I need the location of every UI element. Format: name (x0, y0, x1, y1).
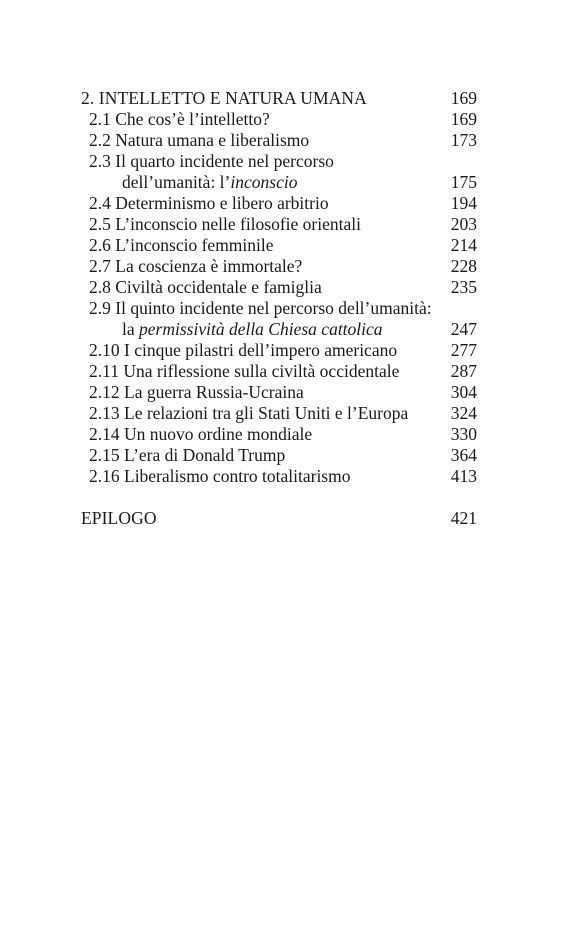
toc-entry-page: 324 (450, 403, 477, 423)
toc-entry-continuation[interactable] (81, 172, 477, 193)
toc-entry-page: 287 (450, 361, 477, 381)
toc-entry-title: 2.5 L’inconscio nelle filosofie orientali (89, 214, 361, 234)
toc-entry[interactable] (81, 466, 477, 487)
toc-entry[interactable] (81, 235, 477, 256)
toc-entry-page: 413 (450, 466, 477, 486)
toc-entry-title: 2.11 Una riflessione sulla civiltà occidentale (89, 361, 400, 381)
toc-entry-page: 175 (450, 172, 477, 192)
toc-entry-title: 2.4 Determinismo e libero arbitrio (89, 193, 329, 213)
toc-entry-title: 2.9 Il quinto incidente nel percorso dell’umanità: (89, 298, 432, 318)
toc-entry[interactable] (81, 340, 477, 361)
toc-entry-cont-italic: inconscio (230, 172, 298, 192)
toc-entry-page: 304 (450, 382, 477, 402)
toc-entry-page: 173 (450, 130, 477, 150)
toc-entry-title-continued (122, 319, 383, 340)
toc-entry[interactable] (81, 403, 477, 424)
toc-entry[interactable] (81, 214, 477, 235)
toc-entry[interactable] (81, 298, 477, 319)
toc-entry-title: 2.15 L’era di Donald Trump (89, 445, 286, 465)
toc-entry[interactable] (81, 361, 477, 382)
toc-entry-cont-prefix: dell’umanità: l’ (122, 172, 231, 192)
toc-entry-page: 169 (450, 109, 477, 129)
toc-chapter-row[interactable] (81, 88, 477, 109)
toc-entry-cont-italic: permissività della Chiesa cattolica (139, 319, 383, 339)
section-spacer (81, 487, 477, 508)
toc-entry-title-continued (122, 172, 297, 193)
toc-entry-title: 2.2 Natura umana e liberalismo (89, 130, 310, 150)
toc-entry-page: 235 (450, 277, 477, 297)
toc-entry-cont-prefix: la (122, 319, 140, 339)
toc-entry-title: 2.12 La guerra Russia-Ucraina (89, 382, 304, 402)
toc-epilogue-title: EPILOGO (81, 508, 157, 528)
table-of-contents (81, 88, 477, 529)
toc-entry[interactable] (81, 130, 477, 151)
toc-entry-title: 2.10 I cinque pilastri dell’impero americano (89, 340, 398, 360)
toc-entry-title: 2.8 Civiltà occidentale e famiglia (89, 277, 322, 297)
toc-entry-page: 228 (450, 256, 477, 276)
toc-entry[interactable] (81, 382, 477, 403)
toc-entry-page: 364 (450, 445, 477, 465)
toc-entry-title: 2.3 Il quarto incidente nel percorso (89, 151, 334, 171)
toc-entry-title: 2.1 Che cos’è l’intelletto? (89, 109, 270, 129)
toc-entry-title: 2.7 La coscienza è immortale? (89, 256, 303, 276)
toc-entry-page: 194 (450, 193, 477, 213)
toc-entry[interactable] (81, 424, 477, 445)
toc-entry[interactable] (81, 277, 477, 298)
toc-entry-page: 247 (450, 319, 477, 339)
toc-entry[interactable] (81, 151, 477, 172)
toc-entry-title: 2.16 Liberalismo contro totalitarismo (89, 466, 351, 486)
toc-entry[interactable] (81, 256, 477, 277)
toc-entry[interactable] (81, 445, 477, 466)
toc-chapter-page: 169 (450, 88, 477, 108)
toc-entry-page: 203 (450, 214, 477, 234)
toc-entry-title: 2.6 L’inconscio femminile (89, 235, 274, 255)
toc-entry-title: 2.14 Un nuovo ordine mondiale (89, 424, 313, 444)
toc-entry-title: 2.13 Le relazioni tra gli Stati Uniti e l’Europa (89, 403, 409, 423)
toc-chapter-title: 2. INTELLETTO E NATURA UMANA (81, 88, 367, 108)
toc-entry-page: 214 (450, 235, 477, 255)
toc-entry-page: 277 (450, 340, 477, 360)
toc-epilogue-page: 421 (450, 508, 477, 528)
toc-epilogue-row[interactable] (81, 508, 477, 529)
toc-entry-page: 330 (450, 424, 477, 444)
toc-entry[interactable] (81, 109, 477, 130)
toc-entry-continuation[interactable] (81, 319, 477, 340)
toc-entry[interactable] (81, 193, 477, 214)
